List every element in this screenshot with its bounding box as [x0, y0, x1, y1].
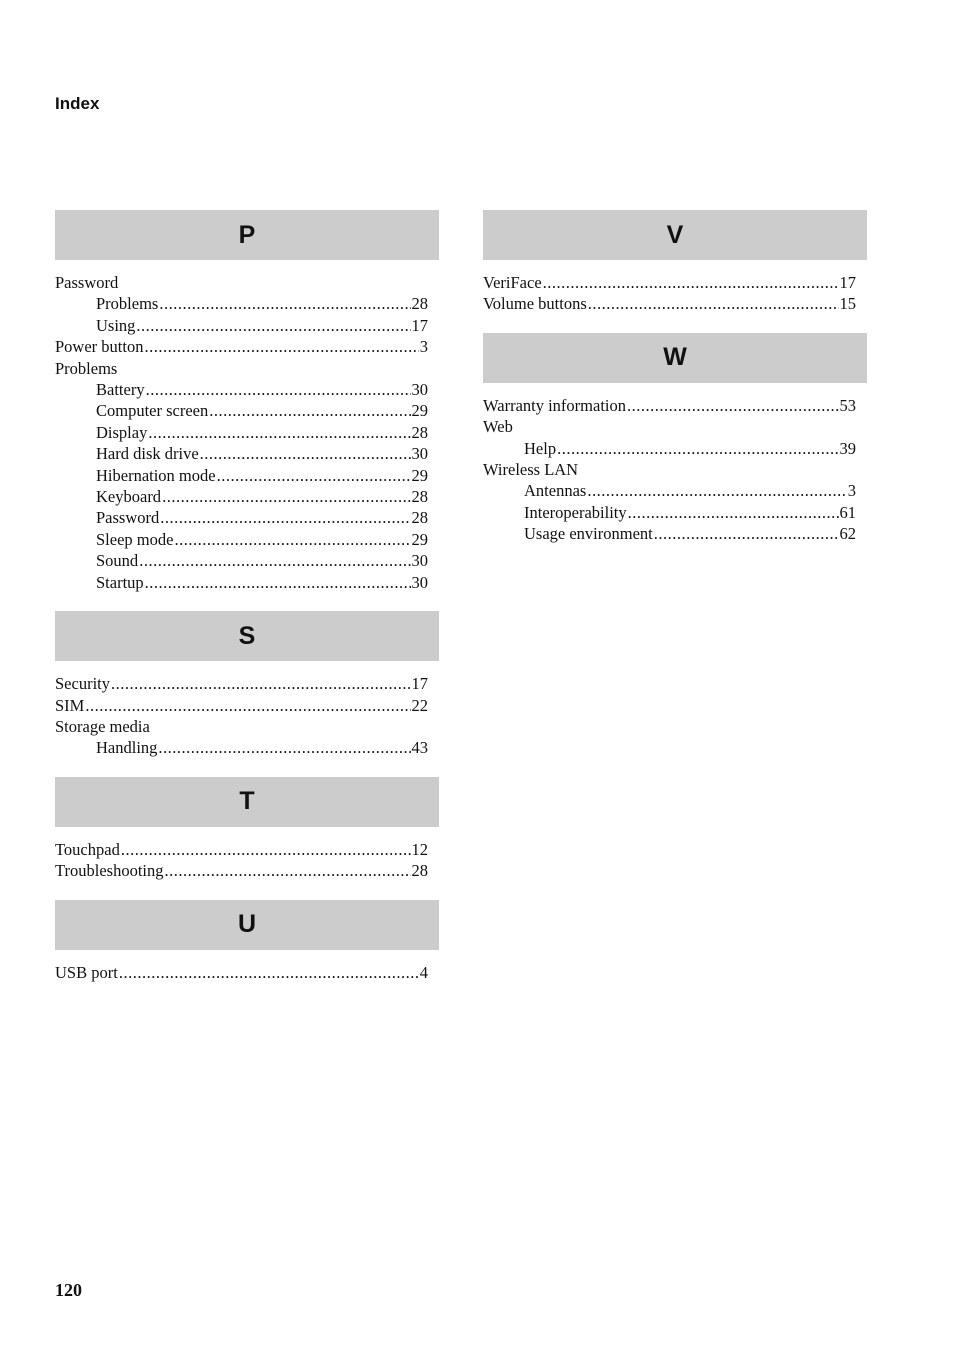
dot-leader [148, 422, 410, 443]
index-page-number: 28 [411, 508, 428, 528]
dot-leader [145, 572, 411, 593]
index-page-number: 17 [839, 273, 856, 292]
index-entry-list [55, 827, 439, 900]
dot-leader [200, 443, 411, 464]
index-page-number: 61 [839, 502, 856, 522]
index-subentry [55, 529, 428, 550]
dot-leader [85, 695, 410, 716]
index-entry-list [55, 260, 439, 611]
index-page-number: 30 [411, 572, 428, 592]
dot-leader [160, 507, 410, 528]
index-term: Help [524, 438, 557, 458]
index-term: Interoperability [524, 502, 627, 522]
index-entry-list [55, 661, 439, 777]
index-subentry [55, 572, 428, 593]
index-term: Hard disk drive [96, 444, 199, 464]
dot-leader [139, 550, 410, 571]
index-term: Password [55, 273, 119, 292]
dot-leader [174, 529, 410, 550]
section-letter-heading: U [55, 900, 439, 950]
dot-leader [217, 465, 411, 486]
index-term: USB port [55, 962, 118, 982]
section-letter-heading: W [483, 333, 867, 383]
index-entry [55, 695, 428, 716]
index-term: Antennas [524, 481, 587, 501]
index-page-number: 30 [411, 380, 428, 400]
index-column-right [483, 210, 867, 563]
index-term: VeriFace [483, 273, 542, 292]
index-subentry [55, 486, 428, 507]
index-term: Hibernation mode [96, 465, 216, 485]
index-entry [55, 839, 428, 860]
index-term: Sound [96, 551, 139, 571]
index-section-v [483, 210, 867, 333]
dot-leader [119, 962, 419, 983]
section-letter-heading: T [55, 777, 439, 827]
dot-leader [628, 502, 839, 523]
index-term: Touchpad [55, 839, 120, 859]
index-section-w [483, 333, 867, 563]
index-subentry [483, 480, 856, 501]
index-term: Storage media [55, 716, 150, 736]
index-term: Troubleshooting [55, 861, 164, 881]
index-page-number: 4 [419, 962, 428, 982]
index-subentry [55, 315, 428, 336]
index-page-number: 12 [411, 839, 428, 859]
dot-leader [588, 293, 839, 314]
index-page-number: 29 [411, 529, 428, 549]
index-section-s [55, 611, 439, 777]
index-section-p [55, 210, 439, 611]
index-term: Handling [96, 738, 158, 758]
index-entry-list [483, 260, 867, 333]
index-term: Display [96, 422, 148, 442]
index-entry [55, 860, 428, 881]
index-term: Sleep mode [96, 529, 174, 549]
index-subentry [55, 550, 428, 571]
dot-leader [146, 379, 411, 400]
index-term: Using [96, 315, 136, 335]
index-page-number: 30 [411, 551, 428, 571]
index-term: Volume buttons [483, 294, 587, 314]
index-subentry [55, 422, 428, 443]
dot-leader [543, 272, 839, 293]
index-subentry [483, 523, 856, 544]
dot-leader [165, 860, 411, 881]
index-entry [55, 272, 428, 293]
section-letter-heading: P [55, 210, 439, 260]
index-term: SIM [55, 695, 85, 715]
index-entry [483, 395, 856, 416]
index-entry [55, 358, 428, 379]
dot-leader [587, 480, 846, 501]
index-page-number: 3 [419, 337, 428, 357]
index-subentry [55, 507, 428, 528]
dot-leader [654, 523, 839, 544]
section-letter-heading: V [483, 210, 867, 260]
dot-leader [162, 486, 410, 507]
index-term: Computer screen [96, 401, 209, 421]
index-subentry [55, 400, 428, 421]
index-entry [55, 716, 428, 737]
dot-leader [627, 395, 839, 416]
index-subentry [55, 737, 428, 758]
index-entry-list [483, 383, 867, 563]
index-term: Password [96, 508, 160, 528]
index-entry [483, 459, 856, 480]
index-subentry [55, 293, 428, 314]
dot-leader [111, 673, 411, 694]
index-entry [55, 673, 428, 694]
index-term: Problems [96, 294, 159, 314]
index-page-number: 43 [411, 738, 428, 758]
index-term: Keyboard [96, 487, 162, 507]
index-term: Power button [55, 337, 144, 357]
index-page-number: 29 [411, 465, 428, 485]
index-term: Wireless LAN [483, 460, 579, 480]
index-page-number: 39 [839, 438, 856, 458]
index-entry [55, 336, 428, 357]
index-subentry [55, 443, 428, 464]
index-page-number: 29 [411, 401, 428, 421]
index-term: Startup [96, 572, 144, 592]
index-page-number: 28 [411, 487, 428, 507]
index-subentry [483, 438, 856, 459]
index-term: Warranty information [483, 395, 626, 415]
dot-leader [158, 737, 410, 758]
dot-leader [136, 315, 410, 336]
index-page-number: 28 [411, 861, 428, 881]
dot-leader [144, 336, 418, 357]
index-subentry [483, 502, 856, 523]
index-section-t [55, 777, 439, 900]
index-page-number: 30 [411, 444, 428, 464]
dot-leader [159, 293, 410, 314]
index-column-left [55, 210, 439, 1001]
index-page-number: 17 [411, 674, 428, 694]
running-header-title: Index [55, 94, 100, 113]
dot-leader [557, 438, 838, 459]
index-page-number: 3 [847, 481, 856, 501]
index-subentry [55, 379, 428, 400]
dot-leader [209, 400, 410, 421]
index-term: Security [55, 674, 110, 694]
index-term: Usage environment [524, 524, 653, 544]
index-term: Battery [96, 380, 145, 400]
index-page-number: 53 [839, 395, 856, 415]
index-term: Problems [55, 358, 118, 378]
index-entry-list [55, 950, 439, 1001]
index-page-number: 22 [411, 695, 428, 715]
index-page-number: 28 [411, 294, 428, 314]
page-number: 120 [55, 1280, 82, 1300]
index-entry [483, 293, 856, 314]
index-page-number: 28 [411, 422, 428, 442]
index-entry [483, 416, 856, 437]
index-page-number: 15 [839, 294, 856, 314]
index-section-u [55, 900, 439, 1001]
index-entry [483, 272, 856, 293]
dot-leader [121, 839, 411, 860]
index-term: Web [483, 417, 513, 437]
index-page-number: 17 [411, 315, 428, 335]
section-letter-heading: S [55, 611, 439, 661]
index-subentry [55, 465, 428, 486]
index-entry [55, 962, 428, 983]
index-page-number: 62 [839, 524, 856, 544]
